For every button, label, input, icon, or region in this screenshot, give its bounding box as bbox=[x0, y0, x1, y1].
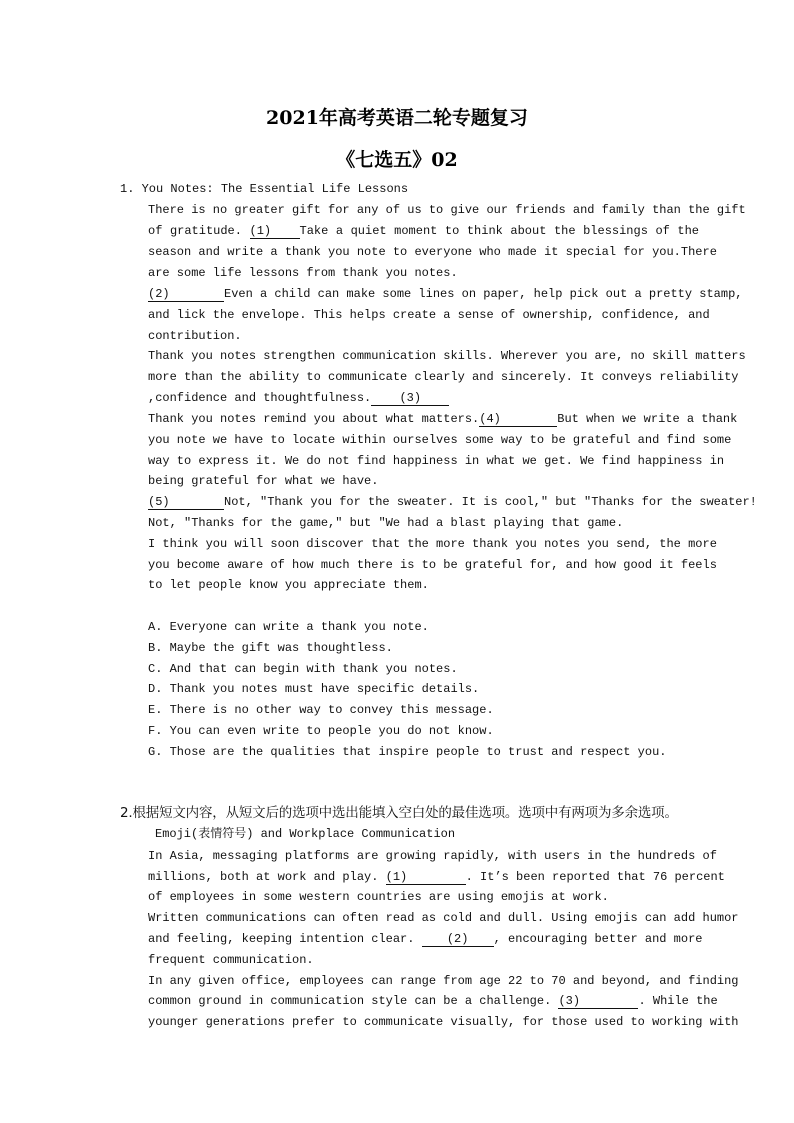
q1-line: contribution. bbox=[148, 329, 242, 343]
q1-line: season and write a thank you note to everyone who made it special for you.There bbox=[148, 245, 717, 259]
q1-text: Even a child can make some lines on paper, help pick out a pretty stamp, bbox=[224, 287, 743, 301]
q2-blank-2: (2) bbox=[422, 931, 494, 947]
q1-option-c: C. And that can begin with thank you notes. bbox=[148, 662, 458, 676]
q2-blank-1: (1) bbox=[386, 869, 466, 885]
q1-heading: You Notes: The Essential Life Lessons bbox=[141, 182, 409, 196]
q1-option-e: E. There is no other way to convey this message. bbox=[148, 703, 494, 717]
q1-line: to let people know you appreciate them. bbox=[148, 578, 429, 592]
q2-text: . While the bbox=[638, 994, 718, 1008]
page-title: 2021年高考英语二轮专题复习 bbox=[266, 107, 528, 129]
q2-line: In any given office, employees can range from age 22 to 70 and beyond, and finding bbox=[148, 974, 739, 988]
page-subtitle: 《七选五》02 bbox=[336, 149, 458, 171]
q2-text: . It’s been reported that 76 percent bbox=[465, 870, 725, 884]
q1-line: and lick the envelope. This helps create a sense of ownership, confidence, and bbox=[148, 308, 710, 322]
q1-line: Not, "Thanks for the game," but "We had a blast playing that game. bbox=[148, 516, 624, 530]
q2-text: and feeling, keeping intention clear. bbox=[148, 932, 415, 946]
q2-line: younger generations prefer to communicate visually, for those used to working with bbox=[148, 1015, 739, 1029]
q1-text: But when we write a thank bbox=[557, 412, 738, 426]
q1-blank-4: (4) bbox=[479, 411, 557, 427]
q1-line: more than the ability to communicate clearly and sincerely. It conveys reliability bbox=[148, 370, 739, 384]
q1-heading-line bbox=[120, 181, 408, 197]
q1-blank-1: (1) bbox=[250, 223, 300, 239]
q1-blank-5: (5) bbox=[148, 494, 224, 510]
q2-line: In Asia, messaging platforms are growing rapidly, with users in the hundreds of bbox=[148, 849, 717, 863]
q2-text: millions, both at work and play. bbox=[148, 870, 379, 884]
q1-blank-2: (2) bbox=[148, 286, 224, 302]
q1-blank-3: (3) bbox=[371, 390, 449, 406]
q1-line: being grateful for what we have. bbox=[148, 474, 379, 488]
q2-line: Written communications can often read as cold and dull. Using emojis can add humor bbox=[148, 911, 739, 925]
q2-text: , encouraging better and more bbox=[493, 932, 703, 946]
q2-heading: Emoji(表情符号) and Workplace Communication bbox=[155, 827, 456, 841]
q1-line bbox=[148, 411, 738, 427]
q1-line bbox=[148, 494, 757, 510]
q1-line: There is no greater gift for any of us to give our friends and family than the gift bbox=[148, 203, 746, 217]
q1-line: I think you will soon discover that the more thank you notes you send, the more bbox=[148, 537, 717, 551]
q2-line: of employees in some western countries are using emojis at work. bbox=[148, 890, 609, 904]
q1-option-d: D. Thank you notes must have specific details. bbox=[148, 682, 480, 696]
q1-line: you become aware of how much there is to be grateful for, and how good it feels bbox=[148, 558, 717, 572]
q2-instruction: 2.根据短文内容，从短文后的选项中选出能填入空白处的最佳选项。选项中有两项为多余选项。 bbox=[120, 805, 678, 821]
q1-number: 1. bbox=[120, 182, 135, 196]
q1-line: Thank you notes strengthen communication skills. Wherever you are, no skill matters bbox=[148, 349, 746, 363]
q1-line bbox=[148, 390, 449, 406]
q2-text: common ground in communication style can be a challenge. bbox=[148, 994, 552, 1008]
q1-line bbox=[148, 286, 743, 302]
q1-line: way to express it. We do not find happiness in what we get. We find happiness in bbox=[148, 454, 725, 468]
q2-line bbox=[148, 993, 718, 1009]
q1-text: Thank you notes remind you about what matters. bbox=[148, 412, 480, 426]
q1-option-a: A. Everyone can write a thank you note. bbox=[148, 620, 429, 634]
q1-option-g: G. Those are the qualities that inspire people to trust and respect you. bbox=[148, 745, 667, 759]
q2-line: frequent communication. bbox=[148, 953, 314, 967]
q1-text: ,confidence and thoughtfulness. bbox=[148, 391, 372, 405]
q1-text: Not, "Thank you for the sweater. It is cool," but "Thanks for the sweater! bbox=[224, 495, 757, 509]
q1-option-f: F. You can even write to people you do not know. bbox=[148, 724, 494, 738]
q1-text: of gratitude. bbox=[148, 224, 242, 238]
q1-line: are some life lessons from thank you notes. bbox=[148, 266, 458, 280]
q2-line bbox=[148, 869, 725, 885]
q2-blank-3: (3) bbox=[558, 993, 638, 1009]
q1-line: you note we have to locate within ourselves some way to be grateful and find some bbox=[148, 433, 732, 447]
q2-line bbox=[148, 931, 703, 947]
q1-option-b: B. Maybe the gift was thoughtless. bbox=[148, 641, 393, 655]
q1-line bbox=[148, 223, 699, 239]
q1-text: Take a quiet moment to think about the blessings of the bbox=[299, 224, 699, 238]
